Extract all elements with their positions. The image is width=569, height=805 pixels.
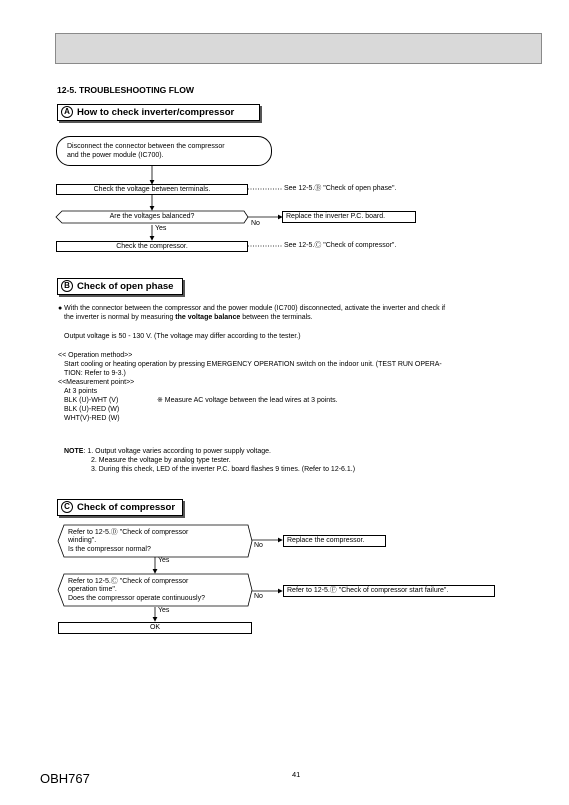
section-a-heading [57,104,260,121]
point-2: BLK (U)-RED (W) [64,406,120,413]
bullet-text-b: between the terminals. [240,314,313,321]
yes-label-c1: Yes [158,557,170,564]
check-compressor-step: Check the compressor. [56,241,248,252]
point-3: WHT(V)-RED (W) [64,415,120,422]
section-c-title: Check of compressor [77,502,176,513]
note-3: 3. During this check, LED of the inverter P.C. board flashes 9 times. (Refer to 12-6.1.) [91,466,356,473]
measurement-head: <<Measurement point>> [58,379,135,386]
section-heading: 12-5. TROUBLESHOOTING FLOW [57,85,195,95]
start-terminal: Disconnect the connector between the compressor and the power module (IC700). [56,136,272,166]
voltage-decision-label: Are the voltages balanced? [109,213,195,220]
yes-label-c2: Yes [158,607,170,614]
note-2: 2. Measure the voltage by analog type tester. [91,457,231,464]
operation-method-1: Start cooling or heating operation by pressing EMERGENCY OPERATION switch on the indoor unit. (TEST RUN OPERA- [64,361,442,368]
yes-label-a: Yes [155,225,167,232]
section-c-letter: C [61,501,73,513]
section-a-title: How to check inverter/compressor [77,107,235,118]
point-1: BLK (U)-WHT (V) [64,397,119,404]
section-a-letter: A [61,106,73,118]
section-b-letter: B [61,280,73,292]
check-voltage-step: Check the voltage between terminals. [56,184,248,195]
page-number: 41 [292,770,301,779]
note-1: : 1. Output voltage varies according to power supply voltage. [83,448,272,455]
operation-method-head: << Operation method>> [58,352,133,359]
points-head: At 3 points [64,388,98,395]
model-number: OBH767 [40,771,90,786]
section-b-title: Check of open phase [77,281,174,292]
bullet-text-a: the inverter is normal by measuring [64,314,176,321]
section-b-heading [57,278,183,295]
measure-note: ※ Measure AC voltage between the lead wires at 3 points. [157,397,338,404]
bullet-line-1: ● With the connector between the compressor and the power module (IC700) disconnected, activate the inverter and check if [58,305,446,312]
start-failure-action: Refer to 12-5.Ⓕ "Check of compressor start failure". [283,585,495,597]
ok-terminal: OK [58,622,252,634]
output-voltage-text: Output voltage is 50 - 130 V. (The voltage may differ according to the tester.) [64,333,301,340]
no-label-c2: No [254,593,263,600]
no-label-c1: No [254,542,263,549]
replace-compressor-action: Replace the compressor. [283,535,386,547]
note-line-1 [64,448,271,457]
operation-time-decision-label: Refer to 12-5.Ⓒ "Check of compressor operation time". Does the compressor operate continuously? [68,578,205,602]
winding-decision-label: Refer to 12-5.Ⓓ "Check of compressor winding". Is the compressor normal? [68,529,189,553]
section-c-heading [57,499,183,516]
note-label: NOTE [64,448,84,455]
bullet-text-bold: the voltage balance [175,314,241,321]
no-label-a: No [251,220,260,227]
bullet-line-2 [64,314,313,323]
open-phase-note: See 12-5.Ⓑ "Check of open phase". [284,185,397,192]
compressor-note: See 12-5.Ⓒ "Check of compressor". [284,242,397,249]
operation-method-2: TION: Refer to 9-3.) [64,370,126,377]
replace-board-action: Replace the inverter P.C. board. [282,211,416,223]
